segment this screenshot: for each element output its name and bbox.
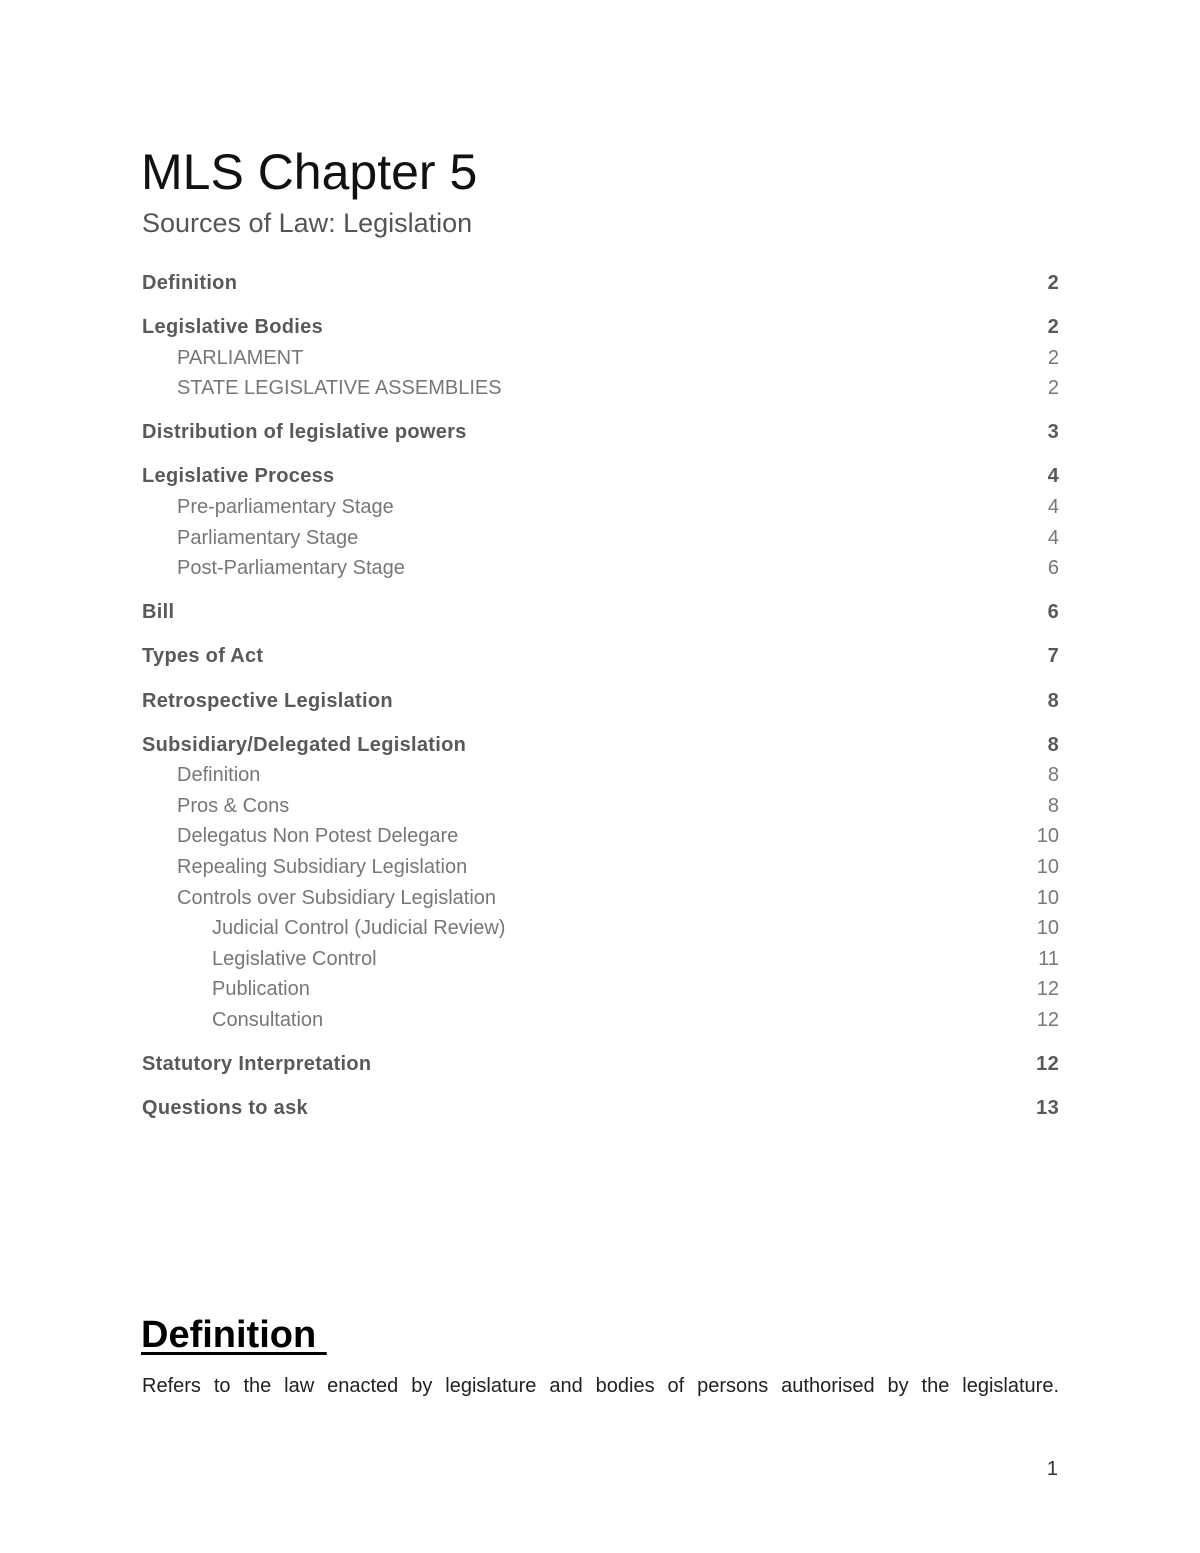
toc-entry[interactable] (142, 730, 1059, 761)
toc-entry[interactable] (142, 523, 1059, 554)
toc-entry[interactable] (142, 686, 1059, 717)
toc-entry-page: 6 (1047, 601, 1059, 624)
toc-entry-label: Repealing Subsidiary Legislation (177, 856, 468, 878)
document-title: MLS Chapter 5 (141, 144, 478, 200)
toc-entry-page: 10 (1036, 825, 1059, 848)
toc-entry-page: 11 (1038, 947, 1059, 970)
toc-entry-label: Statutory Interpretation (142, 1053, 372, 1076)
toc-entry-label: Pros & Cons (177, 794, 290, 817)
toc-entry-label: Parliamentary Stage (177, 526, 359, 549)
toc-entry-label: Legislative Process (142, 465, 335, 488)
toc-entry-label: Consultation (212, 1008, 324, 1031)
toc-entry-page: 10 (1036, 917, 1059, 940)
toc-entry[interactable] (142, 760, 1059, 791)
section-heading: Definition (141, 1314, 327, 1356)
toc-entry-page: 10 (1036, 856, 1059, 878)
toc-entry-page: 2 (1047, 272, 1059, 294)
toc-entry[interactable] (142, 417, 1059, 448)
toc-entry-label: Distribution of legislative powers (142, 421, 467, 444)
toc-entry-page: 2 (1047, 346, 1059, 369)
page-number: 1 (1046, 1458, 1058, 1480)
toc-entry[interactable] (142, 821, 1059, 852)
toc-entry[interactable] (142, 944, 1059, 975)
toc-entry-label: Post-Parliamentary Stage (177, 557, 405, 580)
toc-entry-page: 3 (1047, 421, 1059, 444)
toc-entry-label: Subsidiary/Delegated Legislation (142, 733, 467, 756)
toc-entry[interactable] (142, 1049, 1059, 1080)
toc-entry[interactable] (142, 312, 1059, 343)
toc-entry[interactable] (142, 974, 1059, 1005)
toc-entry-page: 4 (1047, 465, 1059, 488)
toc-entry[interactable] (142, 553, 1059, 584)
toc-entry-label: STATE LEGISLATIVE ASSEMBLIES (177, 377, 502, 400)
toc-entry-page: 12 (1036, 1053, 1059, 1076)
toc-entry-label: Bill (142, 601, 175, 624)
toc-entry-label: Pre-parliamentary Stage (177, 496, 394, 519)
table-of-contents (142, 268, 1059, 1124)
toc-entry-page: 2 (1047, 377, 1059, 400)
toc-entry-page: 12 (1036, 1008, 1059, 1031)
toc-entry-label: Types of Act (142, 645, 264, 668)
toc-entry[interactable] (142, 343, 1059, 374)
toc-entry-page: 12 (1036, 978, 1059, 1001)
toc-entry-label: Definition (177, 764, 261, 787)
toc-entry[interactable] (142, 268, 1059, 299)
toc-entry-label: Controls over Subsidiary Legislation (177, 886, 497, 909)
toc-entry[interactable] (142, 597, 1059, 628)
toc-entry[interactable] (142, 913, 1059, 944)
toc-entry[interactable] (142, 883, 1059, 914)
toc-entry-label: Delegatus Non Potest Delegare (177, 825, 459, 848)
toc-entry-label: Questions to ask (142, 1097, 308, 1120)
toc-entry-page: 6 (1047, 557, 1059, 580)
toc-entry[interactable] (142, 461, 1059, 492)
toc-entry-page: 10 (1036, 886, 1059, 909)
toc-entry-page: 8 (1047, 689, 1059, 712)
toc-entry-label: Retrospective Legislation (142, 689, 393, 712)
toc-entry[interactable] (142, 791, 1059, 822)
toc-entry-page: 4 (1047, 526, 1059, 549)
toc-entry-page: 8 (1047, 794, 1059, 817)
toc-entry[interactable] (142, 492, 1059, 523)
toc-entry[interactable] (142, 373, 1059, 404)
section-body: Refers to the law enacted by legislature and bodies of persons authorised by the legislature. (142, 1375, 1059, 1397)
toc-entry[interactable] (142, 1005, 1059, 1036)
toc-entry-page: 7 (1047, 645, 1059, 668)
toc-entry-label: Publication (212, 978, 310, 1001)
document-subtitle: Sources of Law: Legislation (142, 208, 473, 238)
toc-entry[interactable] (142, 852, 1059, 883)
toc-entry-page: 8 (1047, 764, 1059, 787)
toc-entry-page: 4 (1047, 496, 1059, 519)
toc-entry-label: Judicial Control (Judicial Review) (212, 917, 506, 940)
toc-entry-page: 13 (1036, 1097, 1059, 1120)
toc-entry-label: PARLIAMENT (177, 346, 304, 369)
toc-entry-page: 8 (1047, 733, 1059, 756)
toc-entry-label: Definition (142, 272, 238, 294)
toc-entry-page: 2 (1047, 316, 1059, 339)
toc-entry[interactable] (142, 1093, 1059, 1124)
toc-entry-label: Legislative Bodies (142, 316, 324, 339)
toc-entry-label: Legislative Control (212, 947, 377, 970)
toc-entry[interactable] (142, 641, 1059, 672)
